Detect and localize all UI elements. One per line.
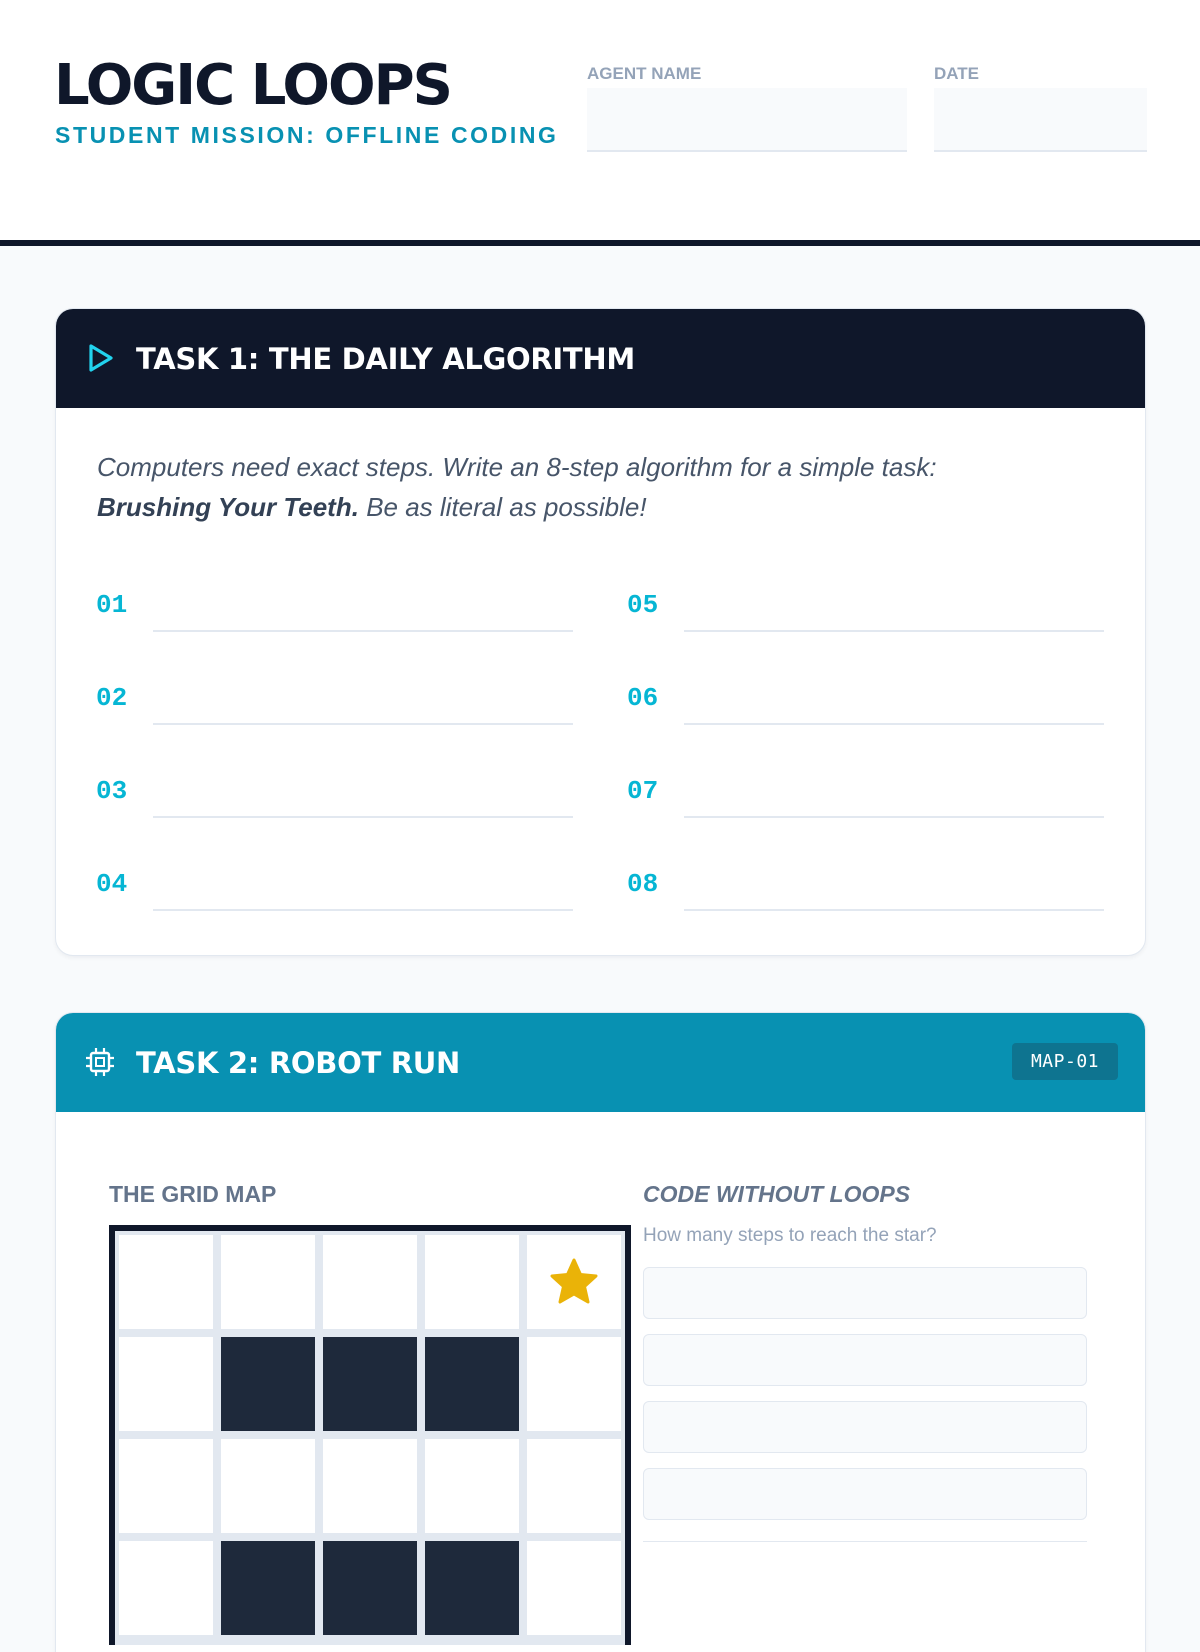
step-row [96,748,576,818]
step-row [96,655,576,725]
task1-title: TASK 1: THE DAILY ALGORITHM [136,342,635,376]
step-number: 02 [96,683,128,713]
page-subtitle: STUDENT MISSION: OFFLINE CODING [55,122,559,148]
task1-instructions [97,447,1097,527]
step-answer-line[interactable] [153,909,573,911]
grid-cell [221,1235,315,1329]
grid-cell-wall [323,1541,417,1635]
step-row [96,841,576,911]
task1-intro-tail: Be as literal as possible! [366,492,647,522]
code-step-field[interactable] [643,1334,1087,1386]
step-number: 05 [627,590,659,620]
grid-cell [323,1439,417,1533]
step-number: 04 [96,869,128,899]
task1-intro-text: Computers need exact steps. Write an 8-step algorithm for a simple task: [97,452,937,482]
step-answer-line[interactable] [684,816,1104,818]
grid-cell [119,1337,213,1431]
step-number: 08 [627,869,659,899]
code-divider [643,1541,1087,1542]
step-answer-line[interactable] [153,723,573,725]
grid-map [109,1225,631,1645]
page-title: LOGIC LOOPS [54,53,451,118]
step-number: 01 [96,590,128,620]
grid-cell [221,1439,315,1533]
step-answer-line[interactable] [153,630,573,632]
grid-cell-goal [527,1235,621,1329]
grid-cell [425,1439,519,1533]
map-id-badge: MAP-01 [1012,1043,1118,1080]
step-row [627,655,1107,725]
grid-cell [119,1439,213,1533]
grid-cell [527,1337,621,1431]
code-label: CODE WITHOUT LOOPS [643,1181,911,1207]
page-header [0,0,1200,246]
step-answer-line[interactable] [153,816,573,818]
step-number: 07 [627,776,659,806]
step-row [627,748,1107,818]
grid-cell-wall [323,1337,417,1431]
grid-cell [527,1541,621,1635]
task2-title: TASK 2: ROBOT RUN [136,1046,460,1080]
grid-map-label: THE GRID MAP [109,1181,277,1207]
date-field[interactable] [934,88,1147,152]
date-label: DATE [934,64,980,83]
code-step-field[interactable] [643,1267,1087,1319]
step-answer-line[interactable] [684,909,1104,911]
chip-icon [84,1045,116,1079]
grid-cell [323,1235,417,1329]
step-answer-line[interactable] [684,723,1104,725]
grid-cell-wall [425,1337,519,1431]
agent-name-label: AGENT NAME [587,64,702,83]
task1-card [55,308,1146,956]
grid-cell [119,1235,213,1329]
task1-header [56,309,1145,408]
grid-cell-wall [221,1541,315,1635]
grid-cell-wall [221,1337,315,1431]
step-number: 03 [96,776,128,806]
grid-cell [425,1235,519,1329]
step-answer-line[interactable] [684,630,1104,632]
play-icon [84,341,116,375]
code-step-field[interactable] [643,1401,1087,1453]
star-icon [527,1235,621,1329]
step-row [627,562,1107,632]
step-row [627,841,1107,911]
agent-name-field[interactable] [587,88,907,152]
step-number: 06 [627,683,659,713]
code-step-field[interactable] [643,1468,1087,1520]
step-row [96,562,576,632]
task2-card [55,1012,1146,1652]
task2-header [56,1013,1145,1112]
grid-cell-wall [425,1541,519,1635]
grid-cell [119,1541,213,1635]
task1-intro-bold: Brushing Your Teeth. [97,492,359,522]
grid-cell [527,1439,621,1533]
code-hint: How many steps to reach the star? [643,1225,937,1246]
